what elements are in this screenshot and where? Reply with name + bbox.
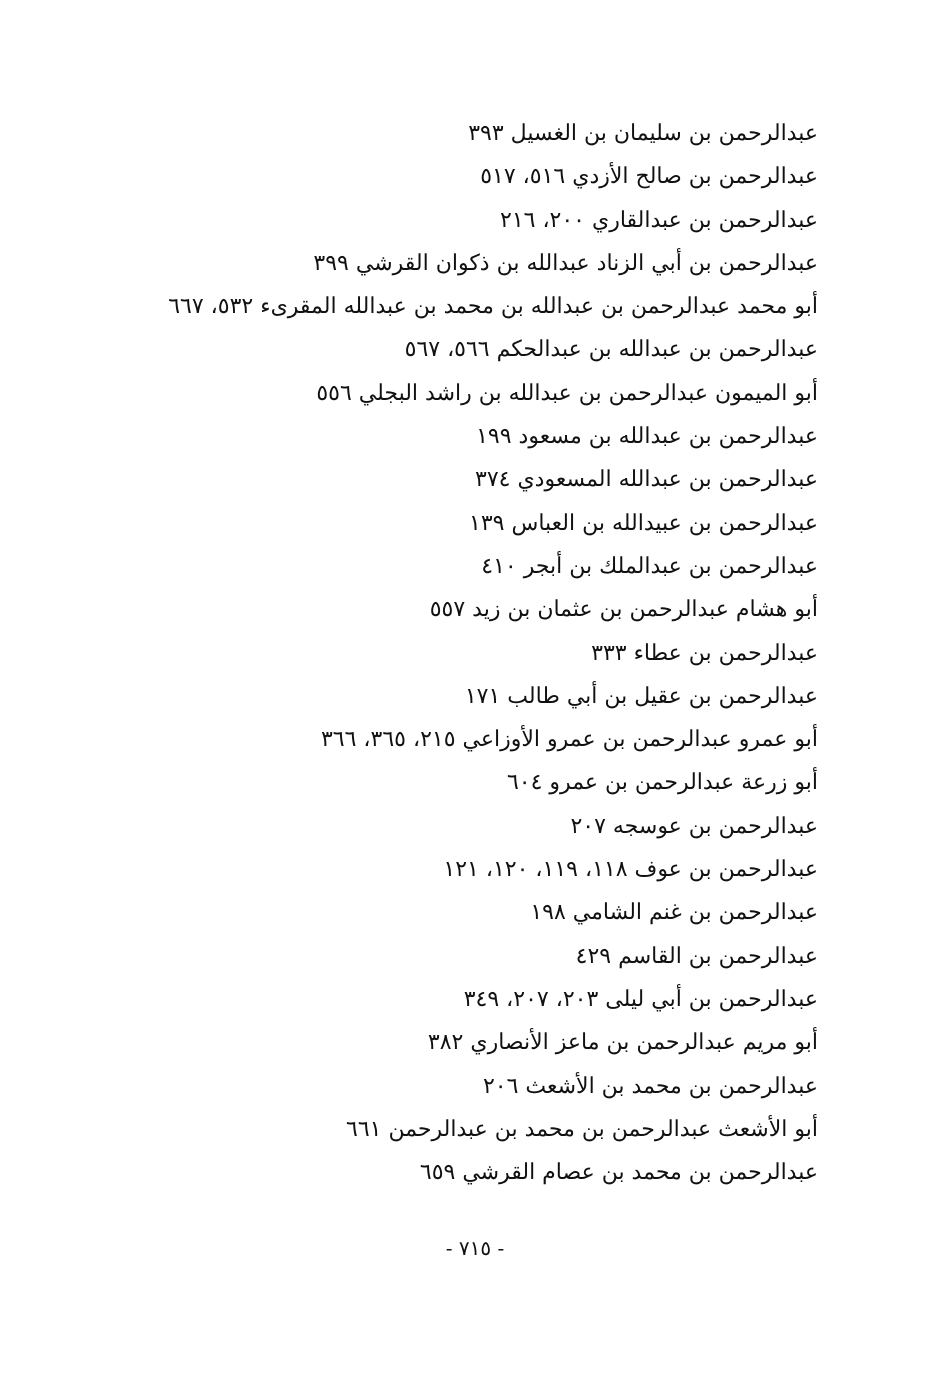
index-entry: أبو هشام عبدالرحمن بن عثمان بن زيد ٥٥٧ bbox=[429, 597, 818, 623]
index-entry: عبدالرحمن بن عبدالقاري ٢٠٠، ٢١٦ bbox=[500, 207, 818, 233]
index-entry: عبدالرحمن بن محمد بن عصام القرشي ٦٥٩ bbox=[419, 1160, 818, 1186]
index-entry: أبو محمد عبدالرحمن بن عبدالله بن محمد بن عبدالله المقرىء ٥٣٢، ٦٦٧ bbox=[168, 294, 818, 320]
index-entry: عبدالرحمن بن عبدالله بن مسعود ١٩٩ bbox=[476, 424, 818, 450]
index-entry: أبو مريم عبدالرحمن بن ماعز الأنصاري ٣٨٢ bbox=[427, 1030, 818, 1056]
index-entry: أبو الميمون عبدالرحمن بن عبدالله بن راشد البجلي ٥٥٦ bbox=[316, 380, 818, 406]
index-entry: عبدالرحمن بن عبيدالله بن العباس ١٣٩ bbox=[469, 510, 818, 536]
index-entry: عبدالرحمن بن أبي ليلى ٢٠٣، ٢٠٧، ٣٤٩ bbox=[463, 986, 818, 1012]
index-entry: أبو الأشعث عبدالرحمن بن محمد بن عبدالرحمن ٦٦١ bbox=[346, 1116, 818, 1142]
index-entry: عبدالرحمن بن عوف ١١٨، ١١٩، ١٢٠، ١٢١ bbox=[443, 857, 818, 883]
index-list bbox=[158, 112, 818, 1194]
index-entry: عبدالرحمن بن عبدالله بن عبدالحكم ٥٦٦، ٥٦٧ bbox=[404, 337, 818, 363]
index-entry: عبدالرحمن بن عقيل بن أبي طالب ١٧١ bbox=[464, 683, 818, 709]
index-entry: عبدالرحمن بن سليمان بن الغسيل ٣٩٣ bbox=[468, 121, 818, 146]
index-entry: عبدالرحمن بن غنم الشامي ١٩٨ bbox=[530, 900, 818, 926]
index-entry: عبدالرحمن بن القاسم ٤٢٩ bbox=[575, 943, 818, 969]
index-entry: عبدالرحمن بن محمد بن الأشعث ٢٠٦ bbox=[482, 1073, 818, 1099]
page-number: - ٧١٥ - bbox=[445, 1236, 505, 1260]
index-entry: عبدالرحمن بن عبدالله المسعودي ٣٧٤ bbox=[475, 467, 818, 493]
index-entry: عبدالرحمن بن عوسجه ٢٠٧ bbox=[570, 813, 818, 839]
index-entry: أبو عمرو عبدالرحمن بن عمرو الأوزاعي ٢١٥، ٣٦٥، ٣٦٦ bbox=[320, 727, 818, 753]
index-entry: أبو زرعة عبدالرحمن بن عمرو ٦٠٤ bbox=[506, 770, 818, 796]
index-entry: عبدالرحمن بن عطاء ٣٣٣ bbox=[591, 640, 818, 666]
index-entry: عبدالرحمن بن عبدالملك بن أبجر ٤١٠ bbox=[481, 553, 818, 579]
index-entry: عبدالرحمن بن صالح الأزدي ٥١٦، ٥١٧ bbox=[480, 164, 818, 190]
index-entry: عبدالرحمن بن أبي الزناد عبدالله بن ذكوان القرشي ٣٩٩ bbox=[313, 250, 818, 276]
